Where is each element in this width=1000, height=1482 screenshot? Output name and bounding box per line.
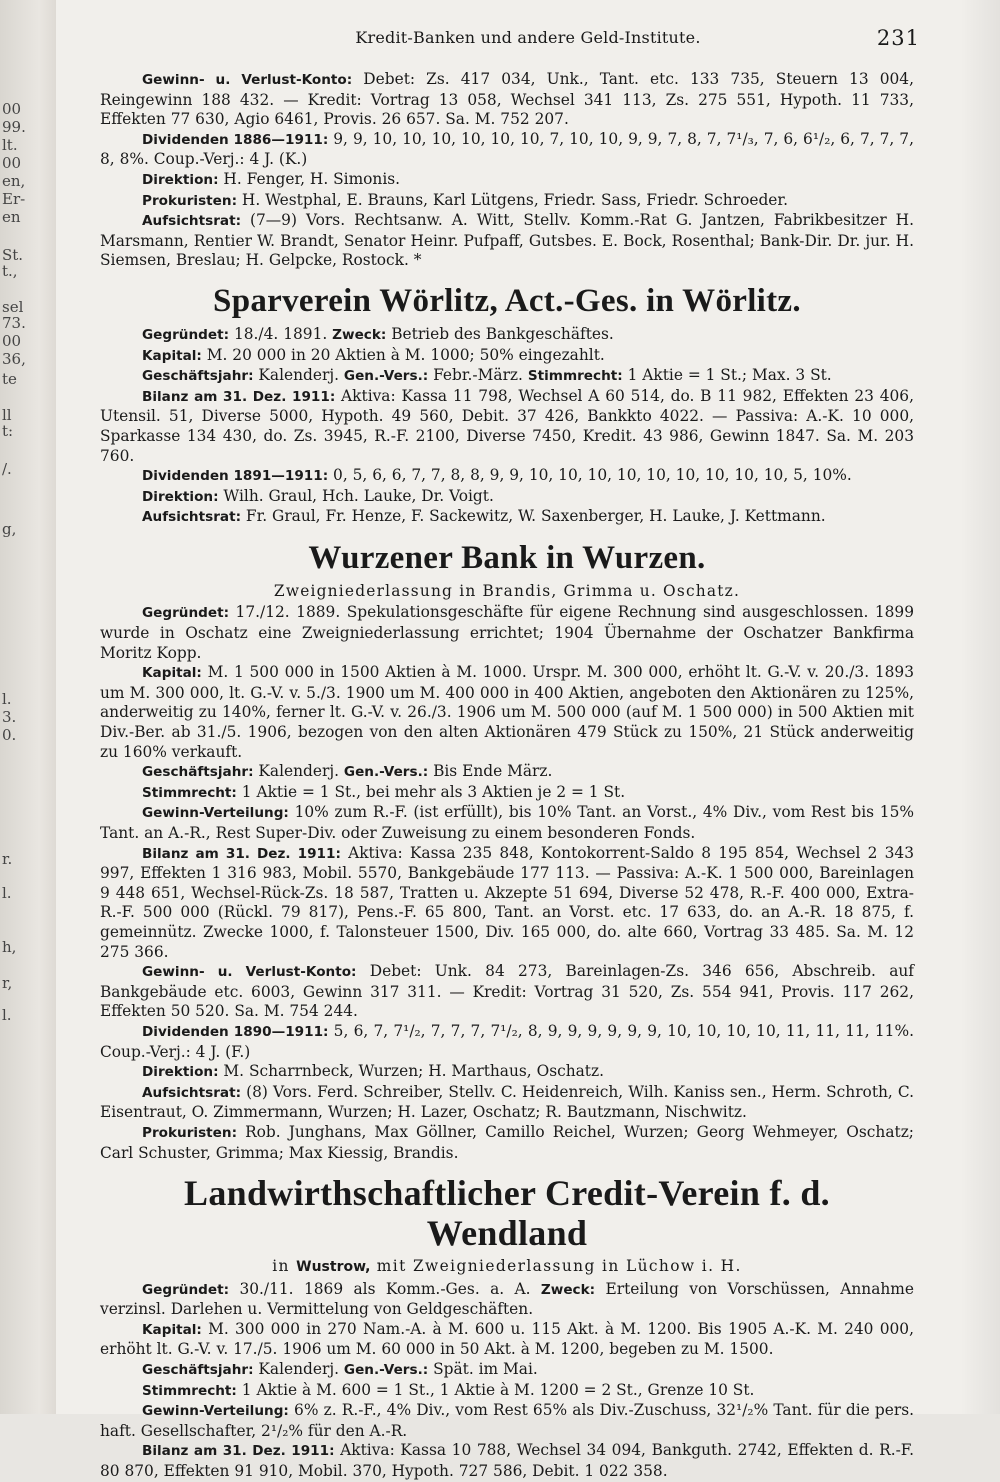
field-text: Wilh. Graul, Hch. Lauke, Dr. Voigt. xyxy=(218,486,494,505)
section-wendland xyxy=(100,1173,914,1482)
margin-fragment: /. xyxy=(2,460,12,478)
field-label: Gegründet: xyxy=(142,1281,230,1298)
margin-fragment: 73. xyxy=(2,314,26,332)
field-label: Bilanz am 31. Dez. 1911: xyxy=(142,845,341,862)
margin-fragment: 3. xyxy=(2,708,17,726)
field-text: 10% zum R.-F. (ist erfüllt), bis 10% Tant. an Vorst., 4% Div., vom Rest bis 15% Tant. an A.-R., Rest Super-Div. oder Zuweisung zu einem besonderen Fonds. xyxy=(100,803,914,842)
field-label: Kapital: xyxy=(142,347,202,364)
entry-paragraph xyxy=(100,603,914,663)
margin-fragment: 00 xyxy=(2,332,22,350)
entry-paragraph xyxy=(100,844,914,963)
margin-fragment: 99. xyxy=(2,118,26,136)
margin-fragment: sel xyxy=(2,298,24,316)
entry-paragraph xyxy=(100,1022,914,1062)
field-label: Kapital: xyxy=(142,1321,202,1338)
field-label: Gen.-Vers.: xyxy=(343,1362,429,1379)
field-text: 17./12. 1889. Spekulationsgeschäfte für eigene Rechnung sind ausgeschlossen. 1899 wurde in Oschatz eine Zweigniederlassung errichtet; 1904 Übernahme der Oschatzer Bankfirma Moritz Kopp. xyxy=(100,603,914,662)
field-text: H. Westphal, E. Brauns, Karl Lütgens, Friedr. Sass, Friedr. Schroeder. xyxy=(237,190,788,209)
entry-paragraph xyxy=(100,507,914,528)
margin-fragment: 00 xyxy=(2,154,22,172)
field-label: Gewinn- u. Verlust-Konto: xyxy=(142,964,357,981)
field-label: Gen.-Vers.: xyxy=(343,764,429,781)
margin-fragment: h, xyxy=(2,938,17,956)
field-text: Debet: Zs. 417 034, Unk., Tant. etc. 133 735, Steuern 13 004, Reingewinn 188 432. — Kredit: Vortrag 13 058, Wechsel 341 113, Zs. 275 551, Hypoth. 11 733, Effekten 77 630, Agio 6461, Provis. 26 657. Sa. M. 752 207. xyxy=(100,70,914,129)
page-edge-shadow xyxy=(960,0,1000,1414)
entry-paragraph xyxy=(100,1280,914,1320)
field-text: (8) Vors. Ferd. Schreiber, Stellv. C. Heidenreich, Wilh. Kaniss sen., Herm. Schroth, C. Eisentraut, O. Zimmermann, Wurzen; H. Lazer, Oschatz; R. Bautzmann, Nischwitz. xyxy=(100,1082,914,1122)
section-subtitle: Zweigniederlassung in Brandis, Grimma u. Oschatz. xyxy=(273,581,741,600)
entry-paragraph xyxy=(100,1401,914,1441)
field-label: Gegründet: xyxy=(142,326,230,343)
field-text: H. Fenger, H. Simonis. xyxy=(218,169,401,188)
field-text: Kalenderj. xyxy=(253,762,344,781)
section-title: Sparverein Wörlitz, Act.-Ges. in Wörlitz. xyxy=(213,282,801,319)
entry-paragraph xyxy=(100,1441,914,1481)
field-label: Prokuristen: xyxy=(142,192,238,209)
field-text: Kalenderj. xyxy=(253,366,344,385)
entry-paragraph xyxy=(100,346,914,367)
subtitle-place: Wustrow, xyxy=(296,1259,371,1276)
field-text: M. 300 000 in 270 Nam.-A. à M. 600 u. 115 Akt. à M. 1200. Bis 1905 A.-K. M. 240 000, erhöht lt. G.-V. v. 17./5. 1906 um M. 60 000 in 50 Akt. à M. 1200, begeben zu M. 1500. xyxy=(100,1319,914,1359)
entry-paragraph xyxy=(100,366,914,387)
field-label: Direktion: xyxy=(142,1064,219,1081)
margin-fragment: ll xyxy=(2,406,12,424)
previous-page-margin xyxy=(0,0,56,1414)
margin-fragment: t: xyxy=(2,422,14,440)
field-label: Kapital: xyxy=(142,665,202,682)
field-label: Bilanz am 31. Dez. 1911: xyxy=(142,1443,335,1460)
margin-fragment: 36, xyxy=(2,350,26,368)
field-text: Fr. Graul, Fr. Henze, F. Sackewitz, W. Saxenberger, H. Lauke, J. Kettmann. xyxy=(241,507,826,526)
field-label: Dividenden 1891—1911: xyxy=(142,468,329,485)
field-text: 1 Aktie = 1 St., bei mehr als 3 Aktien je 2 = 1 St. xyxy=(236,782,626,801)
margin-fragment: te xyxy=(2,370,17,388)
section-title: Wurzener Bank in Wurzen. xyxy=(308,539,706,576)
field-text: Kalenderj. xyxy=(253,1360,344,1379)
page-header xyxy=(56,28,1000,54)
field-text: Aktiva: Kassa 10 788, Wechsel 34 094, Bankguth. 2742, Effekten d. R.-F. 80 870, Effekten 91 910, Mobil. 370, Hypoth. 727 586, Debit. 1 022 358. xyxy=(100,1441,914,1481)
margin-fragment: 0. xyxy=(2,726,17,744)
field-text: Debet: Unk. 84 273, Bareinlagen-Zs. 346 656, Abschreib. auf Bankgebäude etc. 6003, Gewinn 317 311. — Kredit: Vortrag 31 520, Zs. 554 941, Provis. 117 262, Effekten 50 520. Sa. M. 754 244. xyxy=(100,962,914,1021)
field-text: 5, 6, 7, 7¹/₂, 7, 7, 7, 7¹/₂, 8, 9, 9, 9, 9, 9, 9, 10, 10, 10, 10, 11, 11, 11, 11%. Coup.-Verj.: 4 J. (F.) xyxy=(100,1021,914,1061)
page-number: 231 xyxy=(876,26,920,50)
field-text: (7—9) Vors. Rechtsanw. A. Witt, Stellv. Komm.-Rat G. Jantzen, Fabrikbesitzer H. Marsmann, Rentier W. Brandt, Senator Heinr. Pufpaff, Gutsbes. E. Bock, Rosenthal; Bank-Dir. Dr. jur. H. Siemsen, Breslau; H. Gelpcke, Rostock. * xyxy=(100,211,914,270)
margin-fragment: l. xyxy=(2,1006,12,1024)
field-label: Zweck: xyxy=(332,326,387,343)
field-text: 6% z. R.-F., 4% Div., vom Rest 65% als Div.-Zuschuss, 32¹/₂% Tant. für die pers. haft. Gesellschafter, 2¹/₂% für den A.-R. xyxy=(100,1401,914,1440)
field-label: Stimmrecht: xyxy=(142,1382,237,1399)
field-text: 9, 9, 10, 10, 10, 10, 10, 10, 7, 10, 10, 9, 9, 7, 8, 7, 7¹/₃, 7, 6, 6¹/₂, 6, 7, 7, 7, 8, 8%. Coup.-Verj.: 4 J. (K.) xyxy=(100,129,914,169)
field-text: 18./4. 1891. xyxy=(229,324,333,343)
field-label: Gegründet: xyxy=(142,605,230,622)
field-label: Dividenden 1886—1911: xyxy=(142,131,329,148)
field-text: 1 Aktie = 1 St.; Max. 3 St. xyxy=(622,366,832,385)
margin-fragment: r. xyxy=(2,850,13,868)
field-label: Zweck: xyxy=(540,1281,596,1298)
subtitle-prefix: in xyxy=(272,1257,297,1276)
field-text: Aktiva: Kassa 235 848, Kontokorrent-Saldo 8 195 854, Wechsel 2 343 997, Effekten 1 316 983, Mobil. 5570, Bankgebäude 177 113. — Passiva: A.-K. 1 500 000, Bareinlagen 9 448 651, Wechsel-Rück-Zs. 18 587, Tratten u. Akzepte 51 694, Diverse 52 478, R.-F. 400 000, Extra-R.-F. 500 000 (Rückl. 79 817), Pens.-F. 65 800, Tant. an Vorst. etc. 17 633, do. an A.-R. 18 875, f. gemeinnütz. Zwecke 1000, f. Talonsteuer 1500, Div. 165 000, do. alte 660, Vortrag 33 485. Sa. M. 12 275 366. xyxy=(100,843,914,961)
entry-paragraph xyxy=(100,1381,914,1402)
margin-fragment: l. xyxy=(2,884,12,902)
entry-paragraph xyxy=(100,762,914,783)
field-label: Bilanz am 31. Dez. 1911: xyxy=(142,388,336,405)
entry-paragraph xyxy=(100,487,914,508)
field-text: Spät. im Mai. xyxy=(428,1360,538,1379)
margin-fragment: l. xyxy=(2,690,12,708)
section-woerlitz xyxy=(100,281,914,528)
entry-paragraph xyxy=(100,1360,914,1381)
field-label: Dividenden 1890—1911: xyxy=(142,1023,329,1040)
field-text: Bis Ende März. xyxy=(428,762,553,781)
field-label: Aufsichtsrat: xyxy=(142,1084,241,1101)
entry-paragraph xyxy=(100,1083,914,1123)
entry-paragraph xyxy=(100,803,914,843)
field-text: M. Scharrnbeck, Wurzen; H. Marthaus, Oschatz. xyxy=(218,1062,604,1081)
field-text: M. 1 500 000 in 1500 Aktien à M. 1000. Urspr. M. 300 000, erhöht lt. G.-V. v. 20./3. 1893 um M. 300 000, lt. G.-V. v. 5./3. 1900 um M. 400 000 in 400 Aktien, angeboten den Aktionären zu 125%, anderweitig zu 140%, ferner lt. G.-V. v. 26./3. 1906 um M. 500 000 (auf M. 1 500 000) in 500 Aktien mit Div.-Ber. ab 31./5. 1906, bezogen von den alten Aktionären 479 Stück zu 150%, 21 Stück anderweitig zu 160% verkauft. xyxy=(100,663,914,761)
entry-paragraph xyxy=(100,1320,914,1360)
field-label: Gen.-Vers.: xyxy=(343,368,429,385)
margin-fragment: t., xyxy=(2,262,18,280)
margin-fragment: g, xyxy=(2,520,17,538)
field-label: Geschäftsjahr: xyxy=(142,764,254,781)
field-text: 30./11. 1869 als Komm.-Ges. a. A. xyxy=(229,1279,541,1298)
margin-fragment: lt. xyxy=(2,136,18,154)
subtitle-rest: mit Zweigniederlassung in Lüchow i. H. xyxy=(370,1257,742,1276)
section-wurzen xyxy=(100,538,914,1163)
entry-paragraph xyxy=(100,466,914,487)
field-text: Rob. Junghans, Max Göllner, Camillo Reichel, Wurzen; Georg Wehmeyer, Oschatz; Carl Schuster, Grimma; Max Kiessig, Brandis. xyxy=(100,1122,914,1162)
field-text: 1 Aktie à M. 600 = 1 St., 1 Aktie à M. 1200 = 2 St., Grenze 10 St. xyxy=(236,1380,755,1399)
field-label: Direktion: xyxy=(142,171,219,188)
margin-fragment: St. xyxy=(2,246,24,264)
field-label: Gewinn-Verteilung: xyxy=(142,805,289,822)
entry-paragraph xyxy=(100,783,914,804)
entry-paragraph xyxy=(100,130,914,170)
entry-paragraph xyxy=(100,1123,914,1163)
margin-fragment: r, xyxy=(2,974,13,992)
field-label: Geschäftsjahr: xyxy=(142,368,254,385)
entry-paragraph xyxy=(100,1062,914,1083)
margin-fragment: en, xyxy=(2,172,26,190)
field-label: Gewinn-Verteilung: xyxy=(142,1403,289,1420)
field-label: Direktion: xyxy=(142,488,219,505)
field-label: Aufsichtsrat: xyxy=(142,509,241,526)
margin-fragment: 00 xyxy=(2,100,22,118)
section-title: Landwirthschaftlicher Credit-Verein f. d. Wendland xyxy=(184,1173,830,1254)
document-page xyxy=(56,0,1000,1481)
field-text: Aktiva: Kassa 11 798, Wechsel A 60 514, do. B 11 982, Effekten 23 406, Utensil. 51, Diverse 5000, Hypoth. 49 560, Debit. 37 426, Bankkto 4022. — Passiva: A.-K. 10 000, Sparkasse 134 430, do. Zs. 3945, R.-F. 2100, Diverse 7450, Kredit. 43 986, Gewinn 1847. Sa. M. 203 760. xyxy=(100,386,914,465)
running-title: Kredit-Banken und andere Geld-Institute. xyxy=(355,28,701,47)
section-subtitle xyxy=(100,1257,914,1278)
field-text: M. 20 000 in 20 Aktien à M. 1000; 50% eingezahlt. xyxy=(201,345,605,364)
entry-paragraph xyxy=(100,170,914,191)
field-label: Gewinn- u. Verlust-Konto: xyxy=(142,72,353,88)
field-label: Prokuristen: xyxy=(142,1124,238,1141)
field-text: 0, 5, 6, 6, 7, 7, 8, 8, 9, 9, 10, 10, 10, 10, 10, 10, 10, 10, 10, 5, 10%. xyxy=(328,466,852,485)
field-label: Stimmrecht: xyxy=(142,784,237,801)
field-label: Stimmrecht: xyxy=(527,368,623,385)
entry-paragraph xyxy=(100,211,914,271)
page-content xyxy=(100,70,914,1482)
field-label: Aufsichtsrat: xyxy=(142,213,241,230)
entry-paragraph xyxy=(100,325,914,346)
entry-paragraph xyxy=(100,962,914,1022)
field-label: Geschäftsjahr: xyxy=(142,1362,254,1379)
field-text: Erteilung von Vorschüssen, Annahme verzinsl. Darlehen u. Vermittelung von Geldgeschäften. xyxy=(100,1279,914,1319)
entry-paragraph xyxy=(100,387,914,466)
margin-fragment: Er- xyxy=(2,190,26,208)
section-prev xyxy=(100,70,914,271)
margin-fragment: en xyxy=(2,208,21,226)
entry-paragraph xyxy=(100,663,914,762)
entry-paragraph xyxy=(100,70,914,130)
field-text: Febr.-März. xyxy=(428,366,528,385)
field-text: Betrieb des Bankgeschäftes. xyxy=(386,324,614,343)
entry-paragraph xyxy=(100,191,914,212)
